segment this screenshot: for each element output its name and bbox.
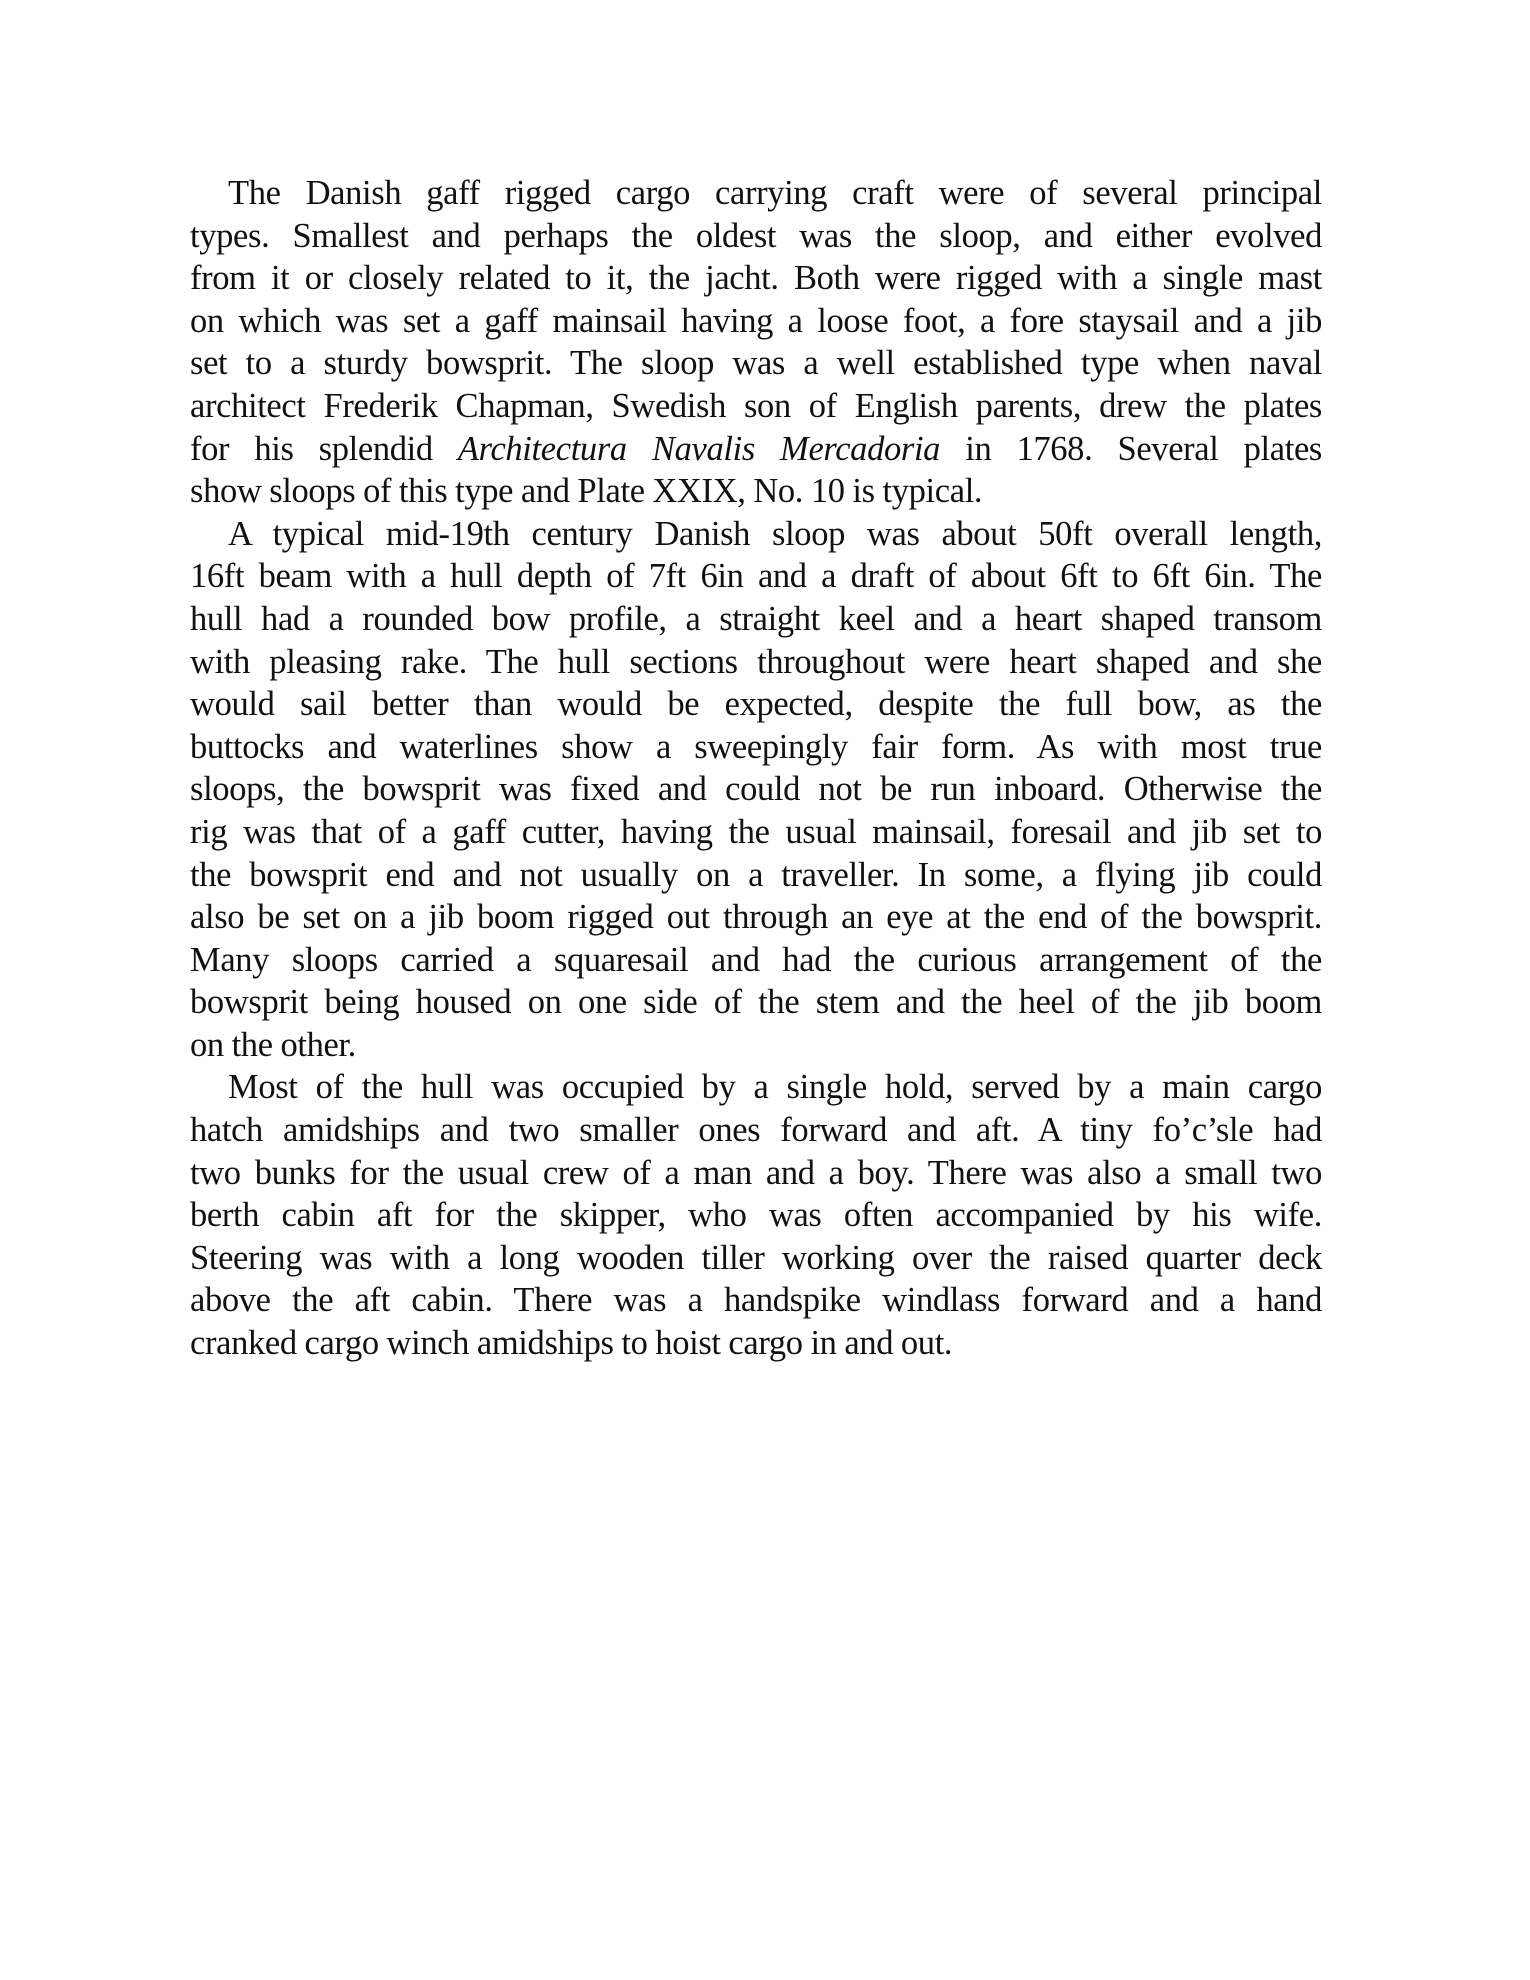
text-line: rig was that of a gaff cutter, having the usual mainsail, foresail and jib set to <box>190 812 1322 851</box>
paragraph-1 <box>190 172 1322 513</box>
text-segment: in 1768. Several plates <box>940 429 1323 468</box>
text-line: sloops, the bowsprit was fixed and could not be run inboard. Otherwise the <box>190 770 1322 809</box>
text-segment: for his splendid <box>190 429 458 468</box>
text-line: architect Frederik Chapman, Swedish son of English parents, drew the plates <box>190 386 1322 425</box>
text-line: above the aft cabin. There was a handspike windlass forward and a hand <box>190 1281 1322 1320</box>
text-line: would sail better than would be expected, despite the full bow, as the <box>190 685 1322 724</box>
text-line: A typical mid-19th century Danish sloop was about 50ft overall length, <box>228 514 1322 553</box>
text-line: hull had a rounded bow profile, a straight keel and a heart shaped transom <box>190 599 1322 638</box>
book-title: Architectura Navalis Mercadoria <box>457 429 941 468</box>
text-line: set to a sturdy bowsprit. The sloop was a well established type when naval <box>190 344 1322 383</box>
text-line: the bowsprit end and not usually on a traveller. In some, a flying jib could <box>190 855 1322 894</box>
text-line: cranked cargo winch amidships to hoist cargo in and out. <box>190 1324 953 1363</box>
text-line: The Danish gaff rigged cargo carrying craft were of several principal <box>228 174 1322 212</box>
body-text <box>190 172 1322 1365</box>
text-line: also be set on a jib boom rigged out through an eye at the end of the bowsprit. <box>190 898 1322 937</box>
text-line: buttocks and waterlines show a sweepingly fair form. As with most true <box>190 727 1322 766</box>
text-line: show sloops of this type and Plate XXIX, No. 10 is typical. <box>190 472 983 511</box>
text-line: berth cabin aft for the skipper, who was often accompanied by his wife. <box>190 1196 1322 1235</box>
paragraph-3 <box>190 1066 1322 1364</box>
text-line: bowsprit being housed on one side of the stem and the heel of the jib boom <box>190 983 1322 1022</box>
text-line: 16ft beam with a hull depth of 7ft 6in and a draft of about 6ft to 6ft 6in. The <box>190 557 1322 596</box>
paragraph-2 <box>190 513 1322 1067</box>
text-line: Steering was with a long wooden tiller working over the raised quarter deck <box>190 1238 1322 1277</box>
text-line: Most of the hull was occupied by a single hold, served by a main cargo <box>228 1068 1322 1107</box>
text-line: with pleasing rake. The hull sections throughout were heart shaped and she <box>190 642 1322 681</box>
text-line: two bunks for the usual crew of a man and a boy. There was also a small two <box>190 1153 1322 1192</box>
text-line: types. Smallest and perhaps the oldest was the sloop, and either evolved <box>190 216 1322 255</box>
text-line: Many sloops carried a squaresail and had the curious arrangement of the <box>190 940 1322 979</box>
text-line <box>190 428 1322 471</box>
text-line: on which was set a gaff mainsail having a loose foot, a fore staysail and a jib <box>190 301 1322 340</box>
text-line: hatch amidships and two smaller ones forward and aft. A tiny fo’c’sle had <box>190 1111 1322 1150</box>
text-line: on the other. <box>190 1025 356 1064</box>
text-line: from it or closely related to it, the jacht. Both were rigged with a single mast <box>190 259 1322 298</box>
